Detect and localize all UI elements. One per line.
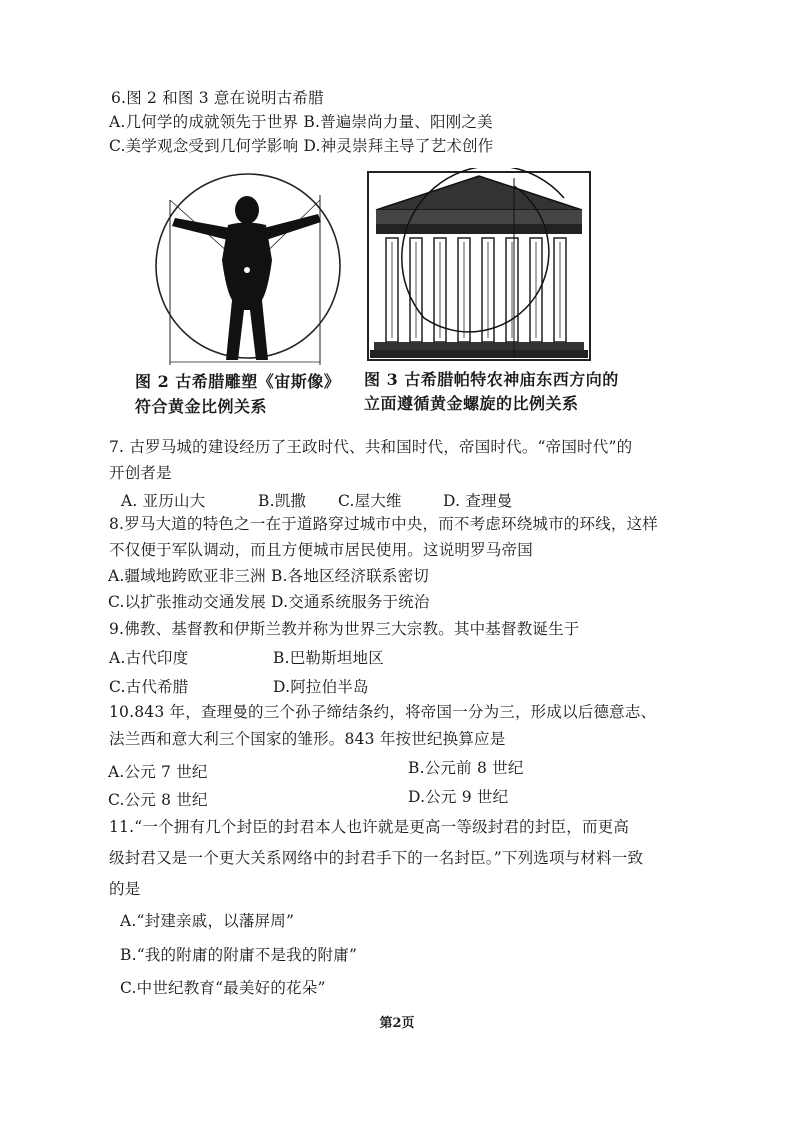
q11-option-c: C.中世纪教育“最美好的花朵” [120, 979, 326, 997]
figure2-statue-image [150, 170, 350, 370]
q7-option-b: B.凯撒 [258, 492, 307, 510]
q7-option-a: A. 亚历山大 [121, 492, 206, 510]
q7-stem-line1: 7. 古罗马城的建设经历了王政时代、共和国时代，帝国时代。“帝国时代”的 [109, 438, 633, 456]
q8-stem-line2: 不仅便于军队调动，而且方便城市居民使用。这说明罗马帝国 [109, 541, 533, 559]
q10-option-b: B.公元前 8 世纪 [408, 759, 524, 777]
q10-option-a: A.公元 7 世纪 [108, 763, 208, 781]
q7-option-d: D. 查理曼 [443, 492, 513, 510]
figure3-caption-line1: 图 3 古希腊帕特农神庙东西方向的 [364, 370, 619, 389]
q11-stem-line2: 级封君又是一个更大关系网络中的封君手下的一名封臣。”下列选项与材料一致 [109, 849, 644, 867]
q8-option-ab: A.疆域地跨欧亚非三洲 B.各地区经济联系密切 [108, 567, 429, 585]
q10-stem-line2: 法兰西和意大利三个国家的雏形。843 年按世纪换算应是 [109, 730, 506, 748]
q11-stem-line1: 11.“一个拥有几个封臣的封君本人也许就是更高一等级封君的封臣，而更高 [109, 818, 630, 836]
q11-option-a: A.“封建亲戚，以藩屏周” [120, 912, 295, 930]
q7-option-c: C.屋大维 [338, 492, 402, 510]
q9-option-c: C.古代希腊 [109, 678, 189, 696]
q9-option-b: B.巴勒斯坦地区 [273, 649, 384, 667]
q6-option-cd: C.美学观念受到几何学影响 D.神灵崇拜主导了艺术创作 [109, 137, 494, 155]
figure3-caption-line2: 立面遵循黄金螺旋的比例关系 [364, 394, 579, 413]
q8-option-cd: C.以扩张推动交通发展 D.交通系统服务于统治 [108, 593, 430, 611]
figure3-parthenon-image [364, 168, 594, 366]
q9-option-d: D.阿拉伯半岛 [273, 678, 369, 696]
q11-stem-line3: 的是 [109, 880, 141, 898]
q8-stem-line1: 8.罗马大道的特色之一在于道路穿过城市中央，而不考虑环绕城市的环线，这样 [109, 515, 658, 533]
q7-stem-line2: 开创者是 [109, 464, 172, 482]
q10-stem-line1: 10.843 年，查理曼的三个孙子缔结条约，将帝国一分为三，形成以后德意志、 [109, 703, 657, 721]
q9-option-a: A.古代印度 [109, 649, 189, 667]
figure2-caption-line1: 图 2 古希腊雕塑《宙斯像》 [135, 372, 341, 391]
q9-stem: 9.佛教、基督教和伊斯兰教并称为世界三大宗教。其中基督教诞生于 [109, 620, 580, 638]
q10-option-d: D.公元 9 世纪 [408, 788, 509, 806]
page-number: 第2页 [379, 1016, 415, 1031]
q6-stem: 6.图 2 和图 3 意在说明古希腊 [111, 89, 324, 107]
q10-option-c: C.公元 8 世纪 [108, 791, 208, 809]
figure2-caption-line2: 符合黄金比例关系 [135, 397, 268, 416]
q6-option-ab: A.几何学的成就领先于世界 B.普遍崇尚力量、阳刚之美 [109, 113, 493, 131]
q11-option-b: B.“我的附庸的附庸不是我的附庸” [120, 946, 358, 964]
